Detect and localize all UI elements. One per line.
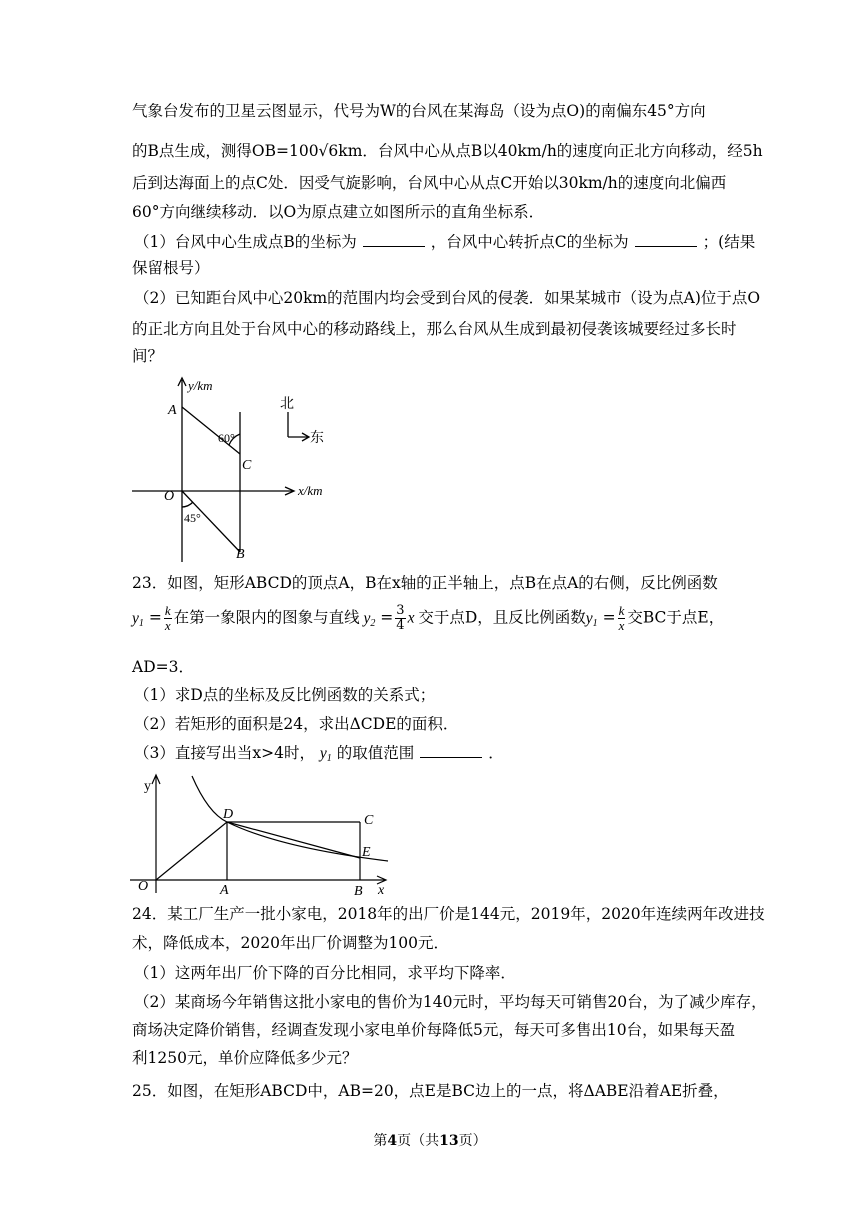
q23-line3: AD=3． [132,658,194,676]
q23-part1: （1）求D点的坐标及反比例函数的关系式； [134,686,436,704]
q22-part1-text-b: ，台风中心转折点C的坐标为 [430,233,629,251]
compass-north-label: 北 [280,396,294,412]
q24-line1: 24．某工厂生产一批小家电，2018年的出厂价是144元，2019年，2020年连续两年改进技 [132,905,765,923]
point-c-label: C [242,458,252,473]
compass-east-label: 东 [310,430,324,446]
answer-blank-b [363,232,425,247]
angle-45-label: 45° [184,511,201,525]
page-number: 4 [387,1133,398,1149]
q24-part2-line2: 商场决定降价销售，经调查发现小家电单价每降低5元，每天可多售出10台，如果每天盈 [132,1021,736,1039]
page-total: 13 [439,1133,459,1149]
point-e-label: E [362,845,371,860]
line-y2 [156,822,227,880]
segment-de [227,822,360,858]
point-b-label: B [354,884,363,898]
point-o-label: O [138,879,149,894]
q22-part1-cont: 保留根号） [132,259,210,277]
point-a-label: A [220,883,229,898]
point-o-label: O [164,489,175,504]
q22-figure [128,372,348,567]
y-axis-label: y/km [188,378,213,393]
q23-line2-text-c: 交BC于点E， [627,608,725,627]
point-a-label: A [168,403,177,418]
point-b-label: B [236,547,245,562]
q24-part2-line1: （2）某商场今年销售这批小家电的售价为140元时，平均每天可销售20台，为了减少库存， [134,993,767,1011]
q23-part3: （3）直接写出当x>4时， $y_1$ 的取值范围 ． [134,744,504,764]
q23-part2: （2）若矩形的面积是24，求出ΔCDE的面积． [134,715,459,733]
point-c-label: C [364,813,374,828]
q22-part1 [134,231,755,253]
q23-figure [130,768,395,898]
q24-part2-line3: 利1250元，单价应降低多少元？ [132,1049,358,1067]
q23-line1: 23．如图，矩形ABCD的顶点A，B在x轴的正半轴上，点B在点A的右侧，反比例函数 [132,574,718,592]
q22-line1: 气象台发布的卫星云图显示，代号为W的台风在某海岛（设为点O)的南偏东45°方向 [132,102,706,120]
q22-part1-text-c: ；(结果 [702,233,756,251]
q22-part2-line1: （2）已知距台风中心20km的范围内均会受到台风的侵袭．如果某城市（设为点A)位于点O [134,289,761,307]
x-label: x [378,883,385,898]
footer-post: 页） [458,1133,487,1149]
y-label: y [144,779,151,794]
answer-blank-range [420,743,482,758]
page-footer [0,1130,860,1150]
q23-line2-text-a: 在第一象限内的图象与直线 [173,608,360,627]
q22-part2-line2: 的正北方向且处于台风中心的移动路线上，那么台风从生成到最初侵袭该城要经过多长时 [132,320,737,338]
q24-line2: 术，降低成本，2020年出厂价调整为100元． [132,934,450,952]
curve-y1 [192,776,388,861]
q22-part1-text-a: （1）台风中心生成点B的坐标为 [134,233,357,251]
answer-blank-c [635,232,697,247]
q22-line4: 60°方向继续移动．以O为原点建立如图所示的直角坐标系． [132,203,545,221]
footer-mid: 页（共 [397,1133,440,1149]
x-axis-label: x/km [298,483,323,498]
q23-line2: $y_1$ = $\frac{k}{x}$ 在第一象限内的图象与直线 $y_2$ = $\frac{3}{4}$ x 交于点D，且反比例函数$y_1$ = $\frac{k}{x}$ 交BC于点E， [132,603,725,633]
q22-line3: 后到达海面上的点C处．因受气旋影响，台风中心从点C开始以30km/h的速度向北偏西 [132,174,727,192]
q24-part1: （1）这两年出厂价下降的百分比相同，求平均下降率． [134,964,516,982]
q23-part3-text-a: （3）直接写出当x>4时， [134,744,315,762]
q23-line2-text-b: 交于点D，且反比例函数 [418,608,586,627]
angle-45-arc [182,502,193,507]
angle-60-label: 60° [218,431,235,445]
footer-pre: 第 [373,1133,388,1149]
q22-part2-line3: 间？ [132,347,164,365]
q23-part3-text-b: 的取值范围 [336,744,415,762]
q22-line2: 的B点生成，测得OB=100√6km．台风中心从点B以40km/h的速度向正北方向移动，经5h [132,142,763,160]
point-d-label: D [223,807,234,822]
q25-line1: 25．如图，在矩形ABCD中，AB=20，点E是BC边上的一点，将ΔABE沿着AE折叠， [132,1082,729,1100]
